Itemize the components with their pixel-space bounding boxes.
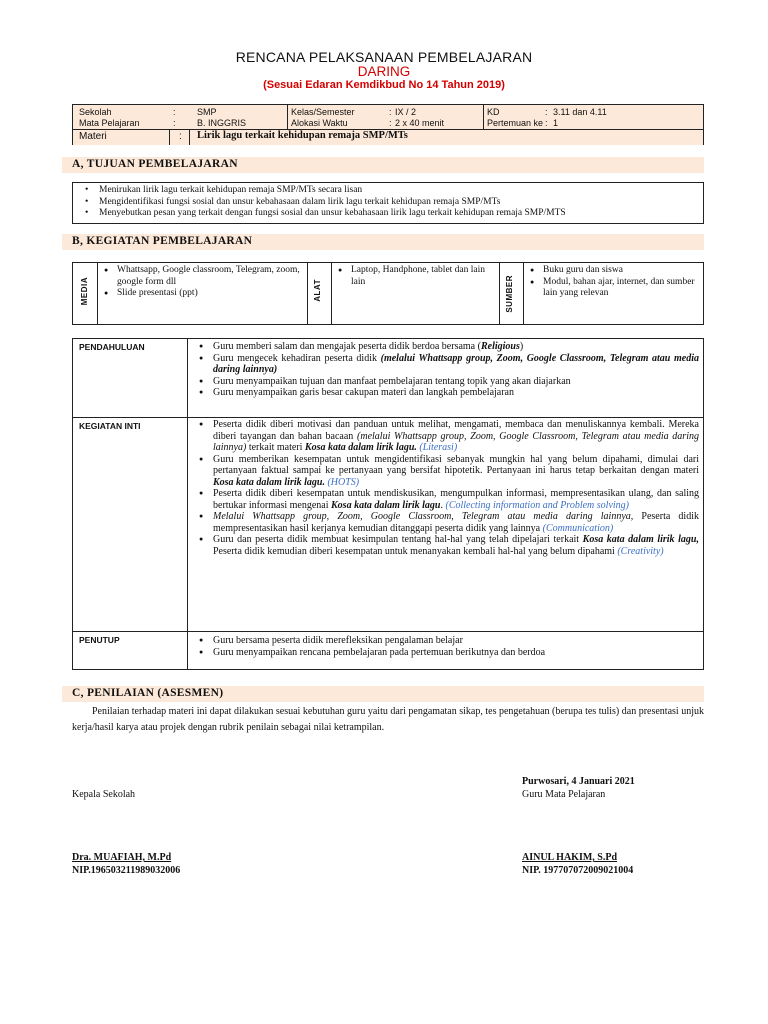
place-date: Purwosari, 4 Januari 2021 <box>522 776 635 787</box>
inti-item: ● Peserta didik diberi motivasi dan panduan untuk melihat, mengamati, membaca dan menuliskannya kembali. Mereka diberi tayangan dan bahan bacaan (melalui Whattsapp group, Zoom, Google Classroom, Telegram atau media daring lainnya) terkait materi Kosa kata dalam lirik lagu. (Literasi) <box>195 419 699 454</box>
pendahuluan-label: PENDAHULUAN <box>79 342 145 352</box>
principal-role: Kepala Sekolah <box>72 789 136 800</box>
principal-name: Dra. MUAFIAH, M.Pd <box>72 852 172 863</box>
activities-row-divider <box>73 417 703 418</box>
info-row-top <box>73 105 703 130</box>
materi-divider <box>189 130 190 145</box>
document-title: RENCANA PELAKSANAAN PEMBELAJARAN <box>235 49 533 65</box>
principal-nip: NIP.196503211989032006 <box>72 865 181 876</box>
media-divider <box>499 263 500 324</box>
sumber-list <box>529 265 701 300</box>
activities-divider <box>187 339 188 669</box>
teacher-role: Guru Mata Pelajaran <box>522 789 606 800</box>
sumber-item: ● Buku guru dan siswa <box>529 265 701 277</box>
tujuan-list <box>73 185 703 220</box>
materi-colon: : <box>179 131 182 142</box>
materi-label: Materi <box>79 131 107 142</box>
teacher-name: AINUL HAKIM, S.Pd <box>522 852 618 863</box>
sekolah-colon: : <box>173 107 176 117</box>
mapel-value: B. INGGRIS <box>197 118 247 128</box>
media-divider <box>523 263 524 324</box>
media-divider <box>331 263 332 324</box>
pertemuan-value: 1 <box>553 118 559 128</box>
media-divider <box>97 263 98 324</box>
penutup-item: ● Guru bersama peserta didik merefleksikan pengalaman belajar <box>195 635 699 647</box>
materi-row <box>73 130 703 145</box>
penutup-item: ● Guru menyampaikan rencana pembelajaran pada pertemuan berikutnya dan berdoa <box>195 647 699 659</box>
pendahuluan-list <box>195 341 699 399</box>
tujuan-box <box>72 182 704 224</box>
kd-label: KD <box>487 107 500 117</box>
media-divider <box>307 263 308 324</box>
inti-item: ● Melalui Whattsapp group, Zoom, Google Classroom, Telegram atau media daring lainnya, Peserta didik mempresentasikan hasil kerjanya kemudian ditanggapi peserta didik yang lainnya (Communication) <box>195 511 699 534</box>
kelas-colon: : <box>389 107 392 117</box>
materi-value: Lirik lagu terkait kehidupan remaja SMP/MTs <box>197 130 408 141</box>
inti-list <box>195 419 699 557</box>
alat-list <box>337 265 487 288</box>
alokasi-value: 2 x 40 menit <box>395 118 445 128</box>
mapel-label: Mata Pelajaran <box>79 118 140 128</box>
kd-colon: : <box>545 107 548 117</box>
pendahuluan-item: ● Guru memberi salam dan mengajak peserta didik berdoa bersama (Religious) <box>195 341 699 353</box>
mapel-colon: : <box>173 118 176 128</box>
alat-item: ● Laptop, Handphone, tablet dan lain lain <box>337 265 487 288</box>
activities-row-divider <box>73 631 703 632</box>
inti-item: ● Peserta didik diberi kesempatan untuk mendiskusikan, mengumpulkan informasi, mempresentasikan ulang, dan saling bertukar informasi mengenai Kosa kata dalam lirik lagu. (Collecting information and Problem solving) <box>195 488 699 511</box>
pendahuluan-item: ● Guru mengecek kehadiran peserta didik (melalui Whattsapp group, Zoom, Google Classroom, Telegram atau media daring lainnya) <box>195 353 699 376</box>
info-divider <box>287 105 288 130</box>
sekolah-value: SMP <box>197 107 217 117</box>
tujuan-item: • Mengidentifikasi fungsi sosial dan unsur kebahasaan dalam lirik lagu terkait kehidupan remaja SMP/MTs <box>73 197 703 209</box>
section-b-title: B, KEGIATAN PEMBELAJARAN <box>72 235 253 247</box>
pendahuluan-item: ● Guru menyampaikan tujuan dan manfaat pembelajaran tentang topik yang akan diajarkan <box>195 376 699 388</box>
inti-label: KEGIATAN INTI <box>79 421 141 431</box>
pertemuan-label: Pertemuan ke <box>487 118 544 128</box>
teacher-nip: NIP. 197707072009021004 <box>522 865 634 876</box>
sekolah-label: Sekolah <box>79 107 112 117</box>
alokasi-colon: : <box>389 118 392 128</box>
info-divider <box>483 105 484 130</box>
media-label: MEDIA <box>80 277 89 306</box>
kelas-value: IX / 2 <box>395 107 417 117</box>
alokasi-label: Alokasi Waktu <box>291 118 348 128</box>
media-list <box>103 265 301 300</box>
materi-divider <box>169 130 170 145</box>
inti-item: ● Guru dan peserta didik membuat kesimpulan tentang hal-hal yang telah dipelajari terkait Kosa kata dalam lirik lagu, Peserta didik kemudian diberi kesempatan untuk menanyakan kembali hal-hal yang belum dipahami (Creativity) <box>195 534 699 557</box>
section-c-title: C, PENILAIAN (ASESMEN) <box>72 687 224 699</box>
media-table <box>72 262 704 325</box>
tujuan-item: • Menyebutkan pesan yang terkait dengan fungsi sosial dan unsur kebahasaan lirik lagu terkait kehidupan remaja SMP/MTS <box>73 208 703 220</box>
penutup-list <box>195 635 699 658</box>
document-note: (Sesuai Edaran Kemdikbud No 14 Tahun 2019) <box>263 79 505 91</box>
info-table <box>72 104 704 145</box>
document-subtitle: DARING <box>357 64 411 79</box>
penilaian-paragraph: Penilaian terhadap materi ini dapat dilakukan sesuai kebutuhan guru yaitu dari pengamatan sikap, tes pengetahuan (berupa tes tulis) dan presentasi unjuk kerja/hasil karya atau projek dengan rubrik penilain sebagai nilai ketrampilan. <box>72 706 704 733</box>
sumber-item: ● Modul, bahan ajar, internet, dan sumber lain yang relevan <box>529 277 701 300</box>
activities-table <box>72 338 704 670</box>
media-item: ● Whattsapp, Google classroom, Telegram, zoom, google form dll <box>103 265 301 288</box>
pertemuan-colon: : <box>545 118 548 128</box>
alat-label: ALAT <box>313 279 322 302</box>
pendahuluan-item: ● Guru menyampaikan garis besar cakupan materi dan langkah pembelajaran <box>195 387 699 399</box>
penutup-label: PENUTUP <box>79 635 120 645</box>
sumber-label: SUMBER <box>505 275 514 313</box>
tujuan-item: • Menirukan lirik lagu terkait kehidupan remaja SMP/MTs secara lisan <box>73 185 703 197</box>
media-item: ● Slide presentasi (ppt) <box>103 288 301 300</box>
inti-item: ● Guru memberikan kesempatan untuk mengidentifikasi sebanyak mungkin hal yang belum dipahami, dimulai dari pertanyaan faktual sampai ke pertanyaan yang bersifat hipotetik. Pertanyaan ini harus tetap berkaitan dengan materi Kosa kata dalam lirik lagu. (HOTS) <box>195 454 699 489</box>
kelas-label: Kelas/Semester <box>291 107 355 117</box>
section-a-title: A, TUJUAN PEMBELAJARAN <box>72 158 238 170</box>
kd-value: 3.11 dan 4.11 <box>553 107 607 117</box>
